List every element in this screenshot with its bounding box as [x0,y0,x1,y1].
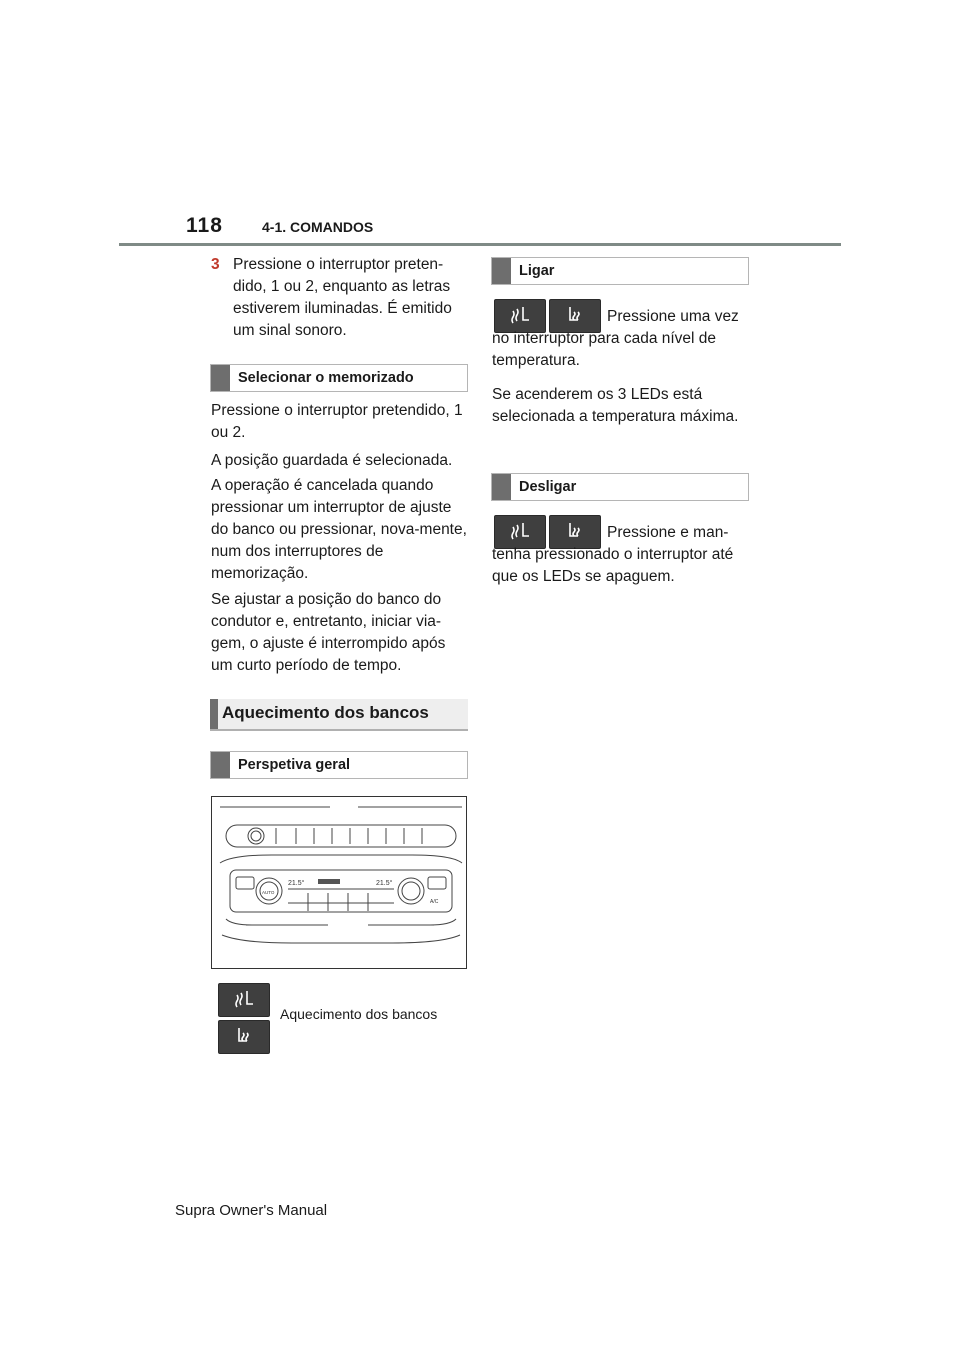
panel-ac-label: A/C [430,899,439,905]
seat-heating-icon [218,983,270,1017]
footer-text: Supra Owner's Manual [175,1202,328,1219]
section-heading-on [491,257,749,285]
climate-panel-figure [211,796,467,969]
section-heading-overview [210,751,468,779]
panel-auto-label: AUTO [262,890,275,895]
heading-bar [211,365,230,391]
heading-label: Desligar [519,479,577,495]
heading-bar [492,474,511,500]
heading-label: Selecionar o memorizado [238,370,414,386]
section-heading-select [210,364,468,392]
header-rule [119,243,841,246]
climate-panel-drawing [212,797,466,968]
step-3 [211,254,466,344]
fan-level-bars [318,879,340,884]
select-paragraph-2: A posição guardada é selecionada. [211,452,453,469]
step-text: Pressione o interruptor preten-dido, 1 ou 2, enquanto as letras estiverem iluminadas. É emitido um sinal sonoro. [233,256,452,339]
heading-label: Aquecimento dos bancos [222,703,429,722]
figure-caption: Aquecimento dos bancos [280,1006,438,1022]
panel-temp-left: 21.5° [288,880,305,887]
heading-bar [492,258,511,284]
panel-temp-right: 21.5° [376,880,393,887]
select-paragraph-4: Se ajustar a posição do banco do condutor e, entretanto, iniciar via-gem, o ajuste é interrompido após um curto período de tempo. [211,591,446,674]
page-number: 118 [186,214,223,237]
heading-bar [210,699,218,729]
on-paragraph-1: Pressione uma vez no interruptor para cada nível de temperatura. [492,308,739,369]
heading-bar [211,752,230,778]
heading-label: Perspetiva geral [238,757,351,773]
step-number: 3 [211,256,220,273]
heading-label: Ligar [519,263,555,279]
seat-back-heating-icon [218,1020,270,1054]
off-paragraph-1: Pressione e man-tenha pressionado o interruptor até que os LEDs se apaguem. [492,524,734,585]
chapter-title: 4-1. COMANDOS [262,219,374,235]
on-paragraph-2: Se acenderem os 3 LEDs está selecionada a temperatura máxima. [492,386,739,425]
section-heading-off [491,473,749,501]
section-heading-seat-heating [210,699,468,731]
select-paragraph-3: A operação é cancelada quando pressionar um interruptor de ajuste do banco ou pressionar, nova-mente, num dos interruptores de memorização. [211,477,467,582]
select-paragraph-1: Pressione o interruptor pretendido, 1 ou 2. [211,402,463,441]
